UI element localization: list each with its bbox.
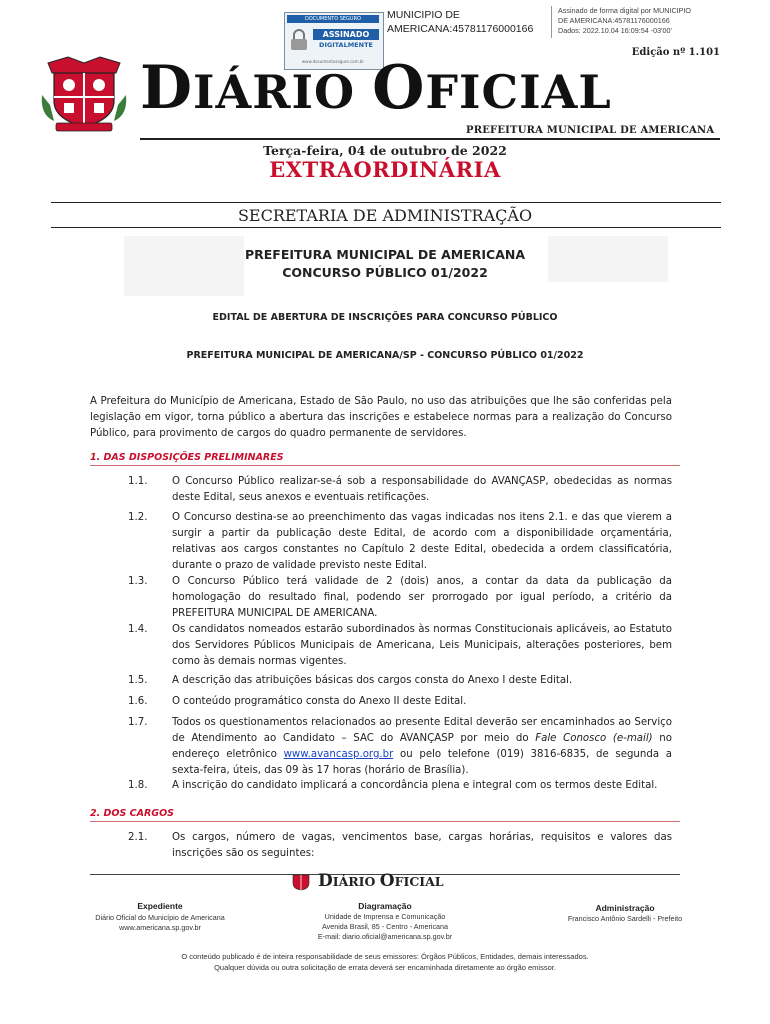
- expediente-line: Diário Oficial do Município de Americana: [95, 913, 225, 922]
- diagramacao-heading: Diagramação: [358, 901, 412, 911]
- item-number: 1.5.: [128, 675, 148, 686]
- item-text: A inscrição do candidato implicará a concordância plena e integral com os termos deste Edital.: [172, 780, 658, 791]
- signature-note-line: DE AMERICANA:45781176000166: [558, 16, 670, 25]
- diagramacao-line: E-mail: diario.oficial@americana.sp.gov.br: [317, 932, 453, 941]
- section-underline: [90, 821, 680, 822]
- concurso-heading: PREFEITURA MUNICIPAL DE AMERICANA/SP - CONCURSO PÚBLICO 01/2022: [186, 350, 584, 361]
- item-number: 1.2.: [128, 512, 148, 523]
- edition-number: Edição nº 1.101: [631, 47, 720, 58]
- signer-line-2: AMERICANA:45781176000166: [387, 23, 534, 35]
- signature-note: [558, 6, 691, 36]
- item-text: Os cargos, número de vagas, vencimentos base, cargas horárias, requisitos e valores das inscrições são os seguintes:: [172, 832, 672, 859]
- masthead-part: FICIAL: [425, 65, 612, 119]
- stamp-title: ASSINADO: [313, 29, 379, 40]
- item-number: 1.1.: [128, 476, 148, 487]
- masthead-part: IÁRIO: [193, 65, 373, 119]
- item-number: 1.7.: [128, 717, 148, 728]
- secretariat-heading: SECRETARIA DE ADMINISTRAÇÃO: [237, 206, 533, 225]
- item-number: 1.4.: [128, 624, 148, 635]
- diagramacao-line: Unidade de Imprensa e Comunicação: [324, 912, 446, 921]
- stamp-bar: DOCUMENTO SEGURO: [287, 15, 379, 23]
- item-number: 1.3.: [128, 576, 148, 587]
- item-text: Os candidatos nomeados estarão subordinados às normas Constitucionais aplicáveis, ao Estatuto dos Servidores Públicos Municipais de Americana, Leis Municipais, alterações posteriores, bem como às demais normas vigentes.: [172, 624, 672, 667]
- edital-heading: EDITAL DE ABERTURA DE INSCRIÇÕES PARA CONCURSO PÚBLICO: [212, 312, 558, 323]
- administracao-text: Francisco Antônio Sardelli - Prefeito: [567, 914, 683, 923]
- footer-disclaimer: O conteúdo publicado é de inteira responsabilidade de seus emissores: Órgãos Públicos, Entidades, demais interessados.: [181, 952, 589, 961]
- signer-name: [387, 8, 533, 36]
- diagramacao-text: [290, 912, 480, 942]
- section-heading-2: 2. DOS CARGOS: [90, 808, 174, 819]
- item-number: 1.8.: [128, 780, 148, 791]
- publication-date: Terça-feira, 04 de outubro de 2022: [263, 143, 507, 158]
- masthead-letter: D: [140, 53, 194, 123]
- administracao-heading: Administração: [595, 903, 655, 913]
- fale-conosco-text: Fale Conosco (e-mail): [535, 733, 653, 744]
- footer-coat-of-arms: [290, 873, 312, 891]
- expediente-text: [70, 913, 250, 933]
- masthead-part: FICIAL: [394, 874, 444, 889]
- item-text: [172, 715, 672, 779]
- stamp-subtitle: DIGITALMENTE: [319, 41, 373, 49]
- item-text: O Concurso Público terá validade de 2 (dois) anos, a contar da data da publicação da homologação do resultado final, podendo ser prorrogado por igual período, a critério da PREFEITURA MUNICIPAL DE AMERICANA.: [172, 576, 672, 619]
- expediente-heading: Expediente: [137, 901, 183, 911]
- intro-paragraph: A Prefeitura do Município de Americana, Estado de São Paulo, no uso das atribuições que lhe são conferidas pela legislação em vigor, torna público a abertura das inscrições e estabelece normas para a realização do Concurso Público, para provimento de cargos do quadro permanente de servidores.: [90, 396, 672, 439]
- item-text: O Concurso destina-se ao preenchimento das vagas indicadas nos itens 2.1. e das que vierem a surgir a partir da publicação deste Edital, de acordo com a disponibilidade orçamentária, relativas aos cargos constantes no Capítulo 2 deste Edital, obedecida a ordem classificatória, durante o prazo de validade previsto neste Edital.: [172, 512, 672, 571]
- masthead-rule: [140, 138, 720, 140]
- document-title: PREFEITURA MUNICIPAL DE AMERICANA: [244, 247, 526, 262]
- item-text: A descrição das atribuições básicas dos cargos consta do Anexo I deste Edital.: [172, 675, 573, 686]
- document-subtitle: CONCURSO PÚBLICO 01/2022: [282, 265, 488, 280]
- signature-note-line: Assinado de forma digital por MUNICIPIO: [558, 6, 692, 15]
- avancasp-link[interactable]: www.avancasp.org.br: [283, 749, 394, 760]
- masthead-title: [140, 48, 612, 132]
- item-text-part: no endereço eletrônico: [172, 733, 672, 760]
- municipal-coat-of-arms: [38, 55, 130, 133]
- item-text: O conteúdo programático consta do Anexo II deste Edital.: [172, 696, 467, 707]
- masthead-letter: O: [379, 871, 395, 891]
- section-rule-bottom: [51, 227, 721, 228]
- masthead-letter: D: [318, 871, 333, 891]
- section-heading-1: 1. DAS DISPOSIÇÕES PRELIMINARES: [90, 452, 284, 463]
- item-text: O Concurso Público realizar-se-á sob a responsabilidade do AVANÇASP, obedecidas as normas deste Edital, seus anexos e eventuais retificações.: [172, 476, 672, 503]
- diagramacao-line: Avenida Brasil, 85 - Centro - Americana: [321, 922, 449, 931]
- masthead-part: IÁRIO: [332, 874, 380, 889]
- signature-note-line: Dados: 2022.10.04 16:09:54 -03'00': [558, 26, 672, 35]
- section-rule-top: [51, 202, 721, 203]
- item-number: 1.6.: [128, 696, 148, 707]
- signature-divider: [551, 6, 552, 38]
- extraordinary-edition-label: EXTRAORDINÁRIA: [269, 157, 501, 182]
- signer-line-1: MUNICIPIO DE: [387, 9, 460, 21]
- footer-disclaimer: Qualquer dúvida ou outra solicitação de errata deverá ser encaminhada diretamente ao órgão emissor.: [214, 963, 556, 972]
- footer-masthead: [318, 871, 444, 891]
- expediente-line: www.americana.sp.gov.br: [119, 923, 201, 932]
- item-text-part: ou pelo telefone (019) 3816-6835, de segunda a sexta-feira, úteis, das 09 às 17 horas (horário de Brasília).: [172, 749, 672, 776]
- item-text-part: Todos os questionamentos relacionados ao presente Edital deverão ser encaminhados ao Serviço de Atendimento ao Candidato – SAC do AVANÇASP por meio do: [172, 717, 672, 744]
- stamp-url: www.documentoseguro.com.br: [301, 59, 365, 64]
- item-number: 2.1.: [128, 832, 148, 843]
- prefeitura-label: PREFEITURA MUNICIPAL DE AMERICANA: [466, 125, 715, 136]
- section-underline: [90, 465, 680, 466]
- masthead-letter: O: [372, 53, 426, 123]
